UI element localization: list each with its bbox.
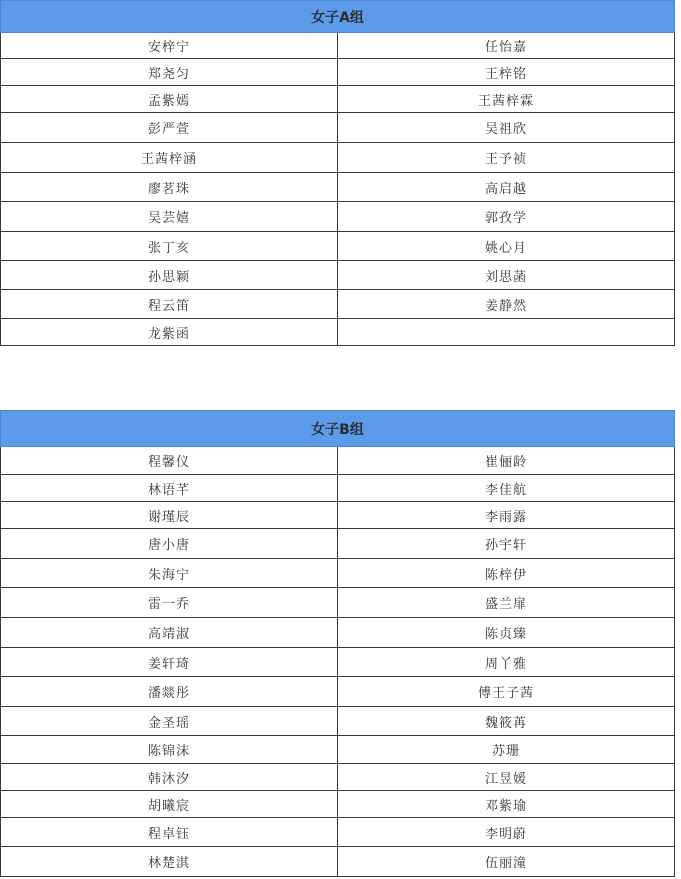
- group-b-right-name-cell: 魏筱苒: [338, 707, 675, 736]
- group-b-table-row: [1, 818, 675, 847]
- group-a-right-name-cell: 吴祖欣: [338, 113, 675, 143]
- group-a-table-row: [1, 113, 675, 143]
- group-b-header-row: [1, 411, 675, 447]
- group-b-right-name-cell: 孙宇轩: [338, 529, 675, 559]
- group-a-right-name-cell: 王梓铭: [338, 59, 675, 86]
- group-a-table-row: [1, 202, 675, 232]
- group-b-right-name-cell: 陈梓伊: [338, 559, 675, 588]
- group-b-left-name-cell: 潘燚彤: [1, 677, 338, 707]
- group-b-right-name-cell: 江昱媛: [338, 764, 675, 791]
- group-a-right-name-cell: 高启越: [338, 173, 675, 202]
- group-b-table-row: [1, 677, 675, 707]
- group-b-table-row: [1, 475, 675, 502]
- group-b-right-name-cell: 李佳航: [338, 475, 675, 502]
- group-b-table-row: [1, 447, 675, 475]
- group-a-right-name-cell: 任怡嘉: [338, 33, 675, 59]
- group-b-right-name-cell: 李明蔚: [338, 818, 675, 847]
- group-b-right-name-cell: 苏珊: [338, 736, 675, 764]
- group-a-left-name-cell: 吴芸嬉: [1, 202, 338, 232]
- group-b-left-name-cell: 朱海宁: [1, 559, 338, 588]
- group-b-left-name-cell: 胡曦宸: [1, 791, 338, 818]
- group-a-left-name-cell: 郑尧匀: [1, 59, 338, 86]
- group-b-table-row: [1, 707, 675, 736]
- group-b-left-name-cell: 林楚淇: [1, 847, 338, 877]
- group-b-right-name-cell: 李雨露: [338, 502, 675, 529]
- group-a-table-row: [1, 143, 675, 173]
- group-b-table-row: [1, 847, 675, 877]
- group-b-body: [1, 447, 675, 877]
- group-a-body: [1, 33, 675, 346]
- group-a-right-name-cell: 姚心月: [338, 232, 675, 261]
- group-a-right-name-cell: 王茜梓霖: [338, 86, 675, 113]
- group-b-right-name-cell: 周丫雅: [338, 648, 675, 677]
- group-b-left-name-cell: 陈锦沫: [1, 736, 338, 764]
- group-a-table-row: [1, 173, 675, 202]
- group-b-left-name-cell: 谢瑾辰: [1, 502, 338, 529]
- group-a-right-name-cell: 郭孜学: [338, 202, 675, 232]
- group-a-left-name-cell: 张丁亥: [1, 232, 338, 261]
- group-a-right-name-cell: 王予祯: [338, 143, 675, 173]
- group-a-left-name-cell: 龙紫函: [1, 319, 338, 346]
- group-b-table-row: [1, 764, 675, 791]
- group-b-title: 女子B组: [1, 411, 675, 447]
- group-b-left-name-cell: 程卓钰: [1, 818, 338, 847]
- group-a-right-name-cell: 姜静然: [338, 290, 675, 319]
- group-b-table-row: [1, 736, 675, 764]
- group-a-left-name-cell: 王茜梓涵: [1, 143, 338, 173]
- group-a-table-row: [1, 86, 675, 113]
- group-b-left-name-cell: 韩沐汐: [1, 764, 338, 791]
- group-b-right-name-cell: 崔俪龄: [338, 447, 675, 475]
- group-b-left-name-cell: 高靖淑: [1, 618, 338, 648]
- group-b-table-row: [1, 588, 675, 618]
- group-a-left-name-cell: 孟紫嫣: [1, 86, 338, 113]
- group-a-table: [0, 0, 675, 346]
- group-b-left-name-cell: 金圣瑶: [1, 707, 338, 736]
- group-a-left-name-cell: 安梓宁: [1, 33, 338, 59]
- group-b-right-name-cell: 盛兰扉: [338, 588, 675, 618]
- group-b-table-row: [1, 559, 675, 588]
- group-a-left-name-cell: 程云笛: [1, 290, 338, 319]
- group-b-table-row: [1, 618, 675, 648]
- group-a-left-name-cell: 廖茗珠: [1, 173, 338, 202]
- group-a-table-row: [1, 261, 675, 290]
- group-b-table-row: [1, 648, 675, 677]
- group-b-right-name-cell: 陈贞臻: [338, 618, 675, 648]
- group-a-table-row: [1, 290, 675, 319]
- group-b-left-name-cell: 雷一乔: [1, 588, 338, 618]
- group-b-table-row: [1, 791, 675, 818]
- group-b-left-name-cell: 唐小唐: [1, 529, 338, 559]
- group-a-right-name-cell: 刘思菡: [338, 261, 675, 290]
- group-a-table-row: [1, 232, 675, 261]
- group-a-header-row: [1, 1, 675, 33]
- group-b-table: [0, 410, 675, 877]
- group-a-title: 女子A组: [1, 1, 675, 33]
- group-b-right-name-cell: 傅王子茜: [338, 677, 675, 707]
- group-a-right-name-cell: [338, 319, 675, 346]
- group-b-right-name-cell: 邓紫瑜: [338, 791, 675, 818]
- group-a-table-row: [1, 319, 675, 346]
- group-a-table-row: [1, 59, 675, 86]
- group-b-left-name-cell: 林语芊: [1, 475, 338, 502]
- group-a-table-row: [1, 33, 675, 59]
- group-b-table-row: [1, 502, 675, 529]
- group-a-left-name-cell: 彭严萱: [1, 113, 338, 143]
- group-b-left-name-cell: 姜轩琦: [1, 648, 338, 677]
- group-b-right-name-cell: 伍丽潼: [338, 847, 675, 877]
- group-b-table-row: [1, 529, 675, 559]
- group-b-left-name-cell: 程馨仪: [1, 447, 338, 475]
- group-a-left-name-cell: 孙思颖: [1, 261, 338, 290]
